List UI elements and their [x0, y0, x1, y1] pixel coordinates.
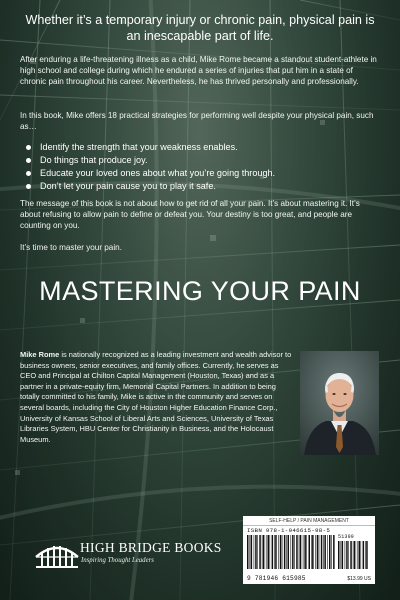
- publisher-name: HIGH BRIDGE BOOKS: [80, 540, 222, 555]
- price-label: $13.99 US: [347, 576, 371, 582]
- price-addon-barcode: [338, 541, 370, 569]
- book-title: MASTERING YOUR PAIN: [39, 276, 361, 306]
- list-item: Do things that produce joy.: [26, 154, 376, 167]
- barcode-label: [243, 516, 375, 584]
- strategy-list: [26, 141, 376, 193]
- author-photo: [300, 351, 379, 455]
- isbn-barcode: [247, 535, 335, 569]
- paragraph-call-to-action: It’s time to master your pain.: [20, 243, 122, 252]
- publisher-logo: [34, 535, 222, 577]
- paragraph-author-background: After enduring a life-threatening illness as a child, Mike Rome became a standout student-athlete in high school and college during which he endured a series of injuries that put him in a state of chronic pain throughout his career. Nevertheless, he has thrived personally and professionally.: [20, 55, 377, 87]
- bullet-dot-icon: [26, 171, 31, 176]
- author-bio: [20, 350, 296, 445]
- paragraph-book-overview: In this book, Mike offers 18 practical strategies for performing well despite your physical pain, such as…: [20, 111, 374, 132]
- isbn-text: ISBN 978-1-946615-98-5: [247, 527, 331, 534]
- list-item: Don’t let your pain cause you to play it safe.: [26, 180, 376, 193]
- barcode-digits: 9 781946 615985: [247, 575, 306, 582]
- publisher-tagline: Inspiring Thought Leaders: [81, 557, 154, 564]
- category-label: SELF-HELP / PAIN MANAGEMENT: [243, 518, 375, 526]
- bullet-dot-icon: [26, 184, 31, 189]
- lead-statement: Whether it’s a temporary injury or chronic pain, physical pain is an inescapable part of life.: [25, 13, 375, 43]
- bridge-logo-icon: [34, 537, 80, 573]
- list-item: Identify the strength that your weakness enables.: [26, 141, 376, 154]
- paragraph-message: The message of this book is not about how to get rid of all your pain. It’s about mastering it. It’s about refusing to allow pain to define or defeat you. Your destiny is too great, and people are counting on you.: [20, 199, 360, 231]
- bullet-dot-icon: [26, 145, 31, 150]
- author-bio-text: is nationally recognized as a leading investment and wealth advisor to business owners, senior executives, and family offices. Currently, he serves as CEO and Principal at Chilton Capital Management (Houston, Texas) and as a partner in a private-equity firm, Memorial Capital Partners. In addition to being totally committed to his family, Mike is active in the community and serves on several boards, including the City of Houston Higher Education Finance Corp., University of Kansas School of Liberal Arts and Sciences, University of Texas Libraries System, HBU Center for Christianity in Business, and the Holocaust Museum.: [20, 350, 292, 444]
- price-addon-digits: 51399: [338, 534, 355, 540]
- list-item: Educate your loved ones about what you’re going through.: [26, 167, 376, 180]
- bullet-dot-icon: [26, 158, 31, 163]
- author-name: Mike Rome: [20, 350, 60, 359]
- author-portrait-image: [300, 351, 379, 455]
